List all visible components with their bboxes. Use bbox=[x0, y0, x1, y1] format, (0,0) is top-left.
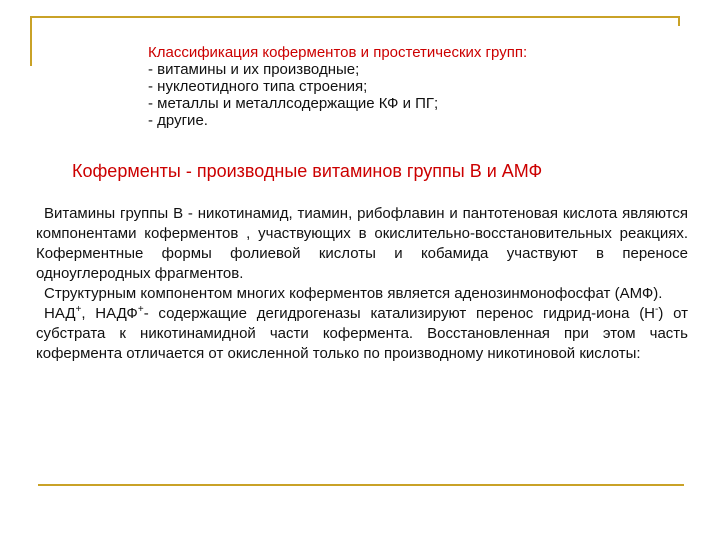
classification-item: - нуклеотидного типа строения; bbox=[148, 78, 368, 95]
frame-left-line bbox=[30, 16, 32, 66]
classification-block bbox=[148, 44, 628, 129]
nad-superscript: + bbox=[75, 304, 82, 315]
nad-text-rest: ) от субстрата к никотинамидной части кофермента. Восстановленная при этом часть кофермента отличается от окисленной только по производному никотиновой кислоты: bbox=[36, 305, 688, 362]
separator: , bbox=[81, 305, 96, 322]
paragraph-vitamins: Витамины группы В - никотинамид, тиамин, рибофлавин и пантотеновая кислота являются компонентами коферментов , участвующих в окислительно-восстановительных реакциях. Коферментные формы фолиевой кислоты и кобамида участвуют в переносе одноуглеродных фрагментов. bbox=[36, 205, 688, 282]
section-heading: Коферменты - производные витаминов группы В и АМФ bbox=[72, 161, 543, 181]
frame-top-line bbox=[30, 16, 680, 18]
paragraph-amp: Структурным компонентом многих коферментов является аденозинмонофосфат (АМФ). bbox=[44, 285, 663, 302]
classification-title: Классификация коферментов и простетических групп: bbox=[148, 44, 528, 61]
hydride-superscript: - bbox=[655, 304, 659, 315]
nadp-label: НАДФ bbox=[95, 305, 138, 322]
frame-right-line bbox=[678, 16, 680, 26]
paragraph-nad bbox=[36, 304, 688, 364]
classification-item: - витамины и их производные; bbox=[148, 61, 360, 78]
classification-item: - металлы и металлсодержащие КФ и ПГ; bbox=[148, 95, 439, 112]
nadp-superscript: + bbox=[137, 304, 144, 315]
frame-bottom-line bbox=[38, 484, 684, 486]
classification-item: - другие. bbox=[148, 112, 208, 129]
nad-label: НАД bbox=[44, 305, 76, 322]
nad-text-mid: - содержащие дегидрогеназы катализируют перенос гидрид-иона (Н bbox=[143, 305, 656, 322]
body-text bbox=[36, 204, 688, 364]
